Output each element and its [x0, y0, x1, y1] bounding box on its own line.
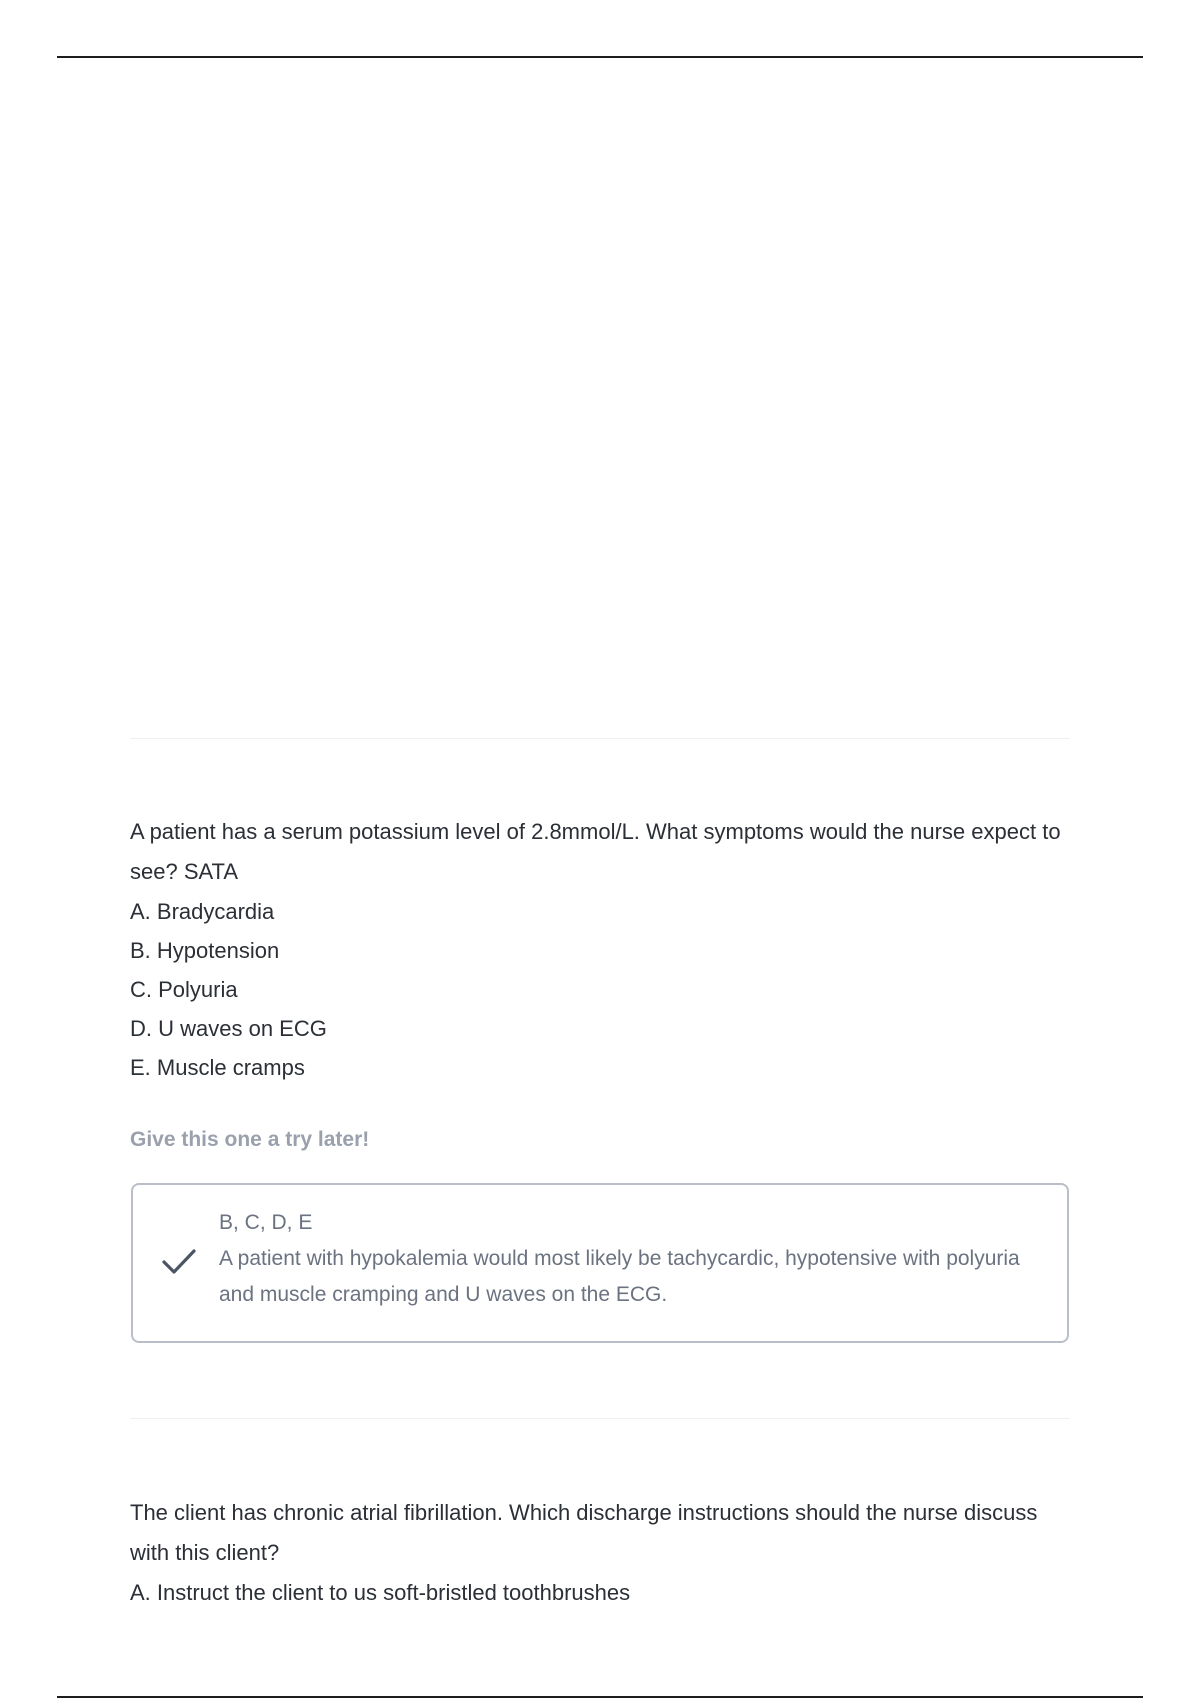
- answer-explanation: A patient with hypokalemia would most likely be tachycardic, hypotensive with polyuria and muscle cramping and U waves on the ECG.: [219, 1247, 1020, 1306]
- answer-card: [131, 1183, 1069, 1343]
- try-later-label[interactable]: Give this one a try later!: [130, 1128, 370, 1151]
- option-b: B. Hypotension: [130, 938, 280, 963]
- question-card-2: [130, 1493, 1070, 1612]
- section-divider: [130, 738, 1070, 739]
- option-a: A. Bradycardia: [130, 899, 275, 924]
- answer-body: [219, 1205, 1039, 1313]
- page-bottom-rule: [57, 1696, 1143, 1698]
- option-c: C. Polyuria: [130, 977, 238, 1002]
- option-a: A. Instruct the client to us soft-bristled toothbrushes: [130, 1580, 631, 1605]
- question-text: A patient has a serum potassium level of 2.8mmol/L. What symptoms would the nurse expect to see? SATA: [130, 819, 1061, 884]
- option-e: E. Muscle cramps: [130, 1055, 305, 1080]
- page-top-rule: [57, 56, 1143, 58]
- answer-key: B, C, D, E: [219, 1211, 313, 1234]
- option-d: D. U waves on ECG: [130, 1016, 327, 1041]
- check-icon: [161, 1247, 197, 1277]
- question-card-1: [130, 812, 1070, 1087]
- question-text: The client has chronic atrial fibrillation. Which discharge instructions should the nurse discuss with this client?: [130, 1500, 1038, 1565]
- section-divider: [130, 1418, 1070, 1419]
